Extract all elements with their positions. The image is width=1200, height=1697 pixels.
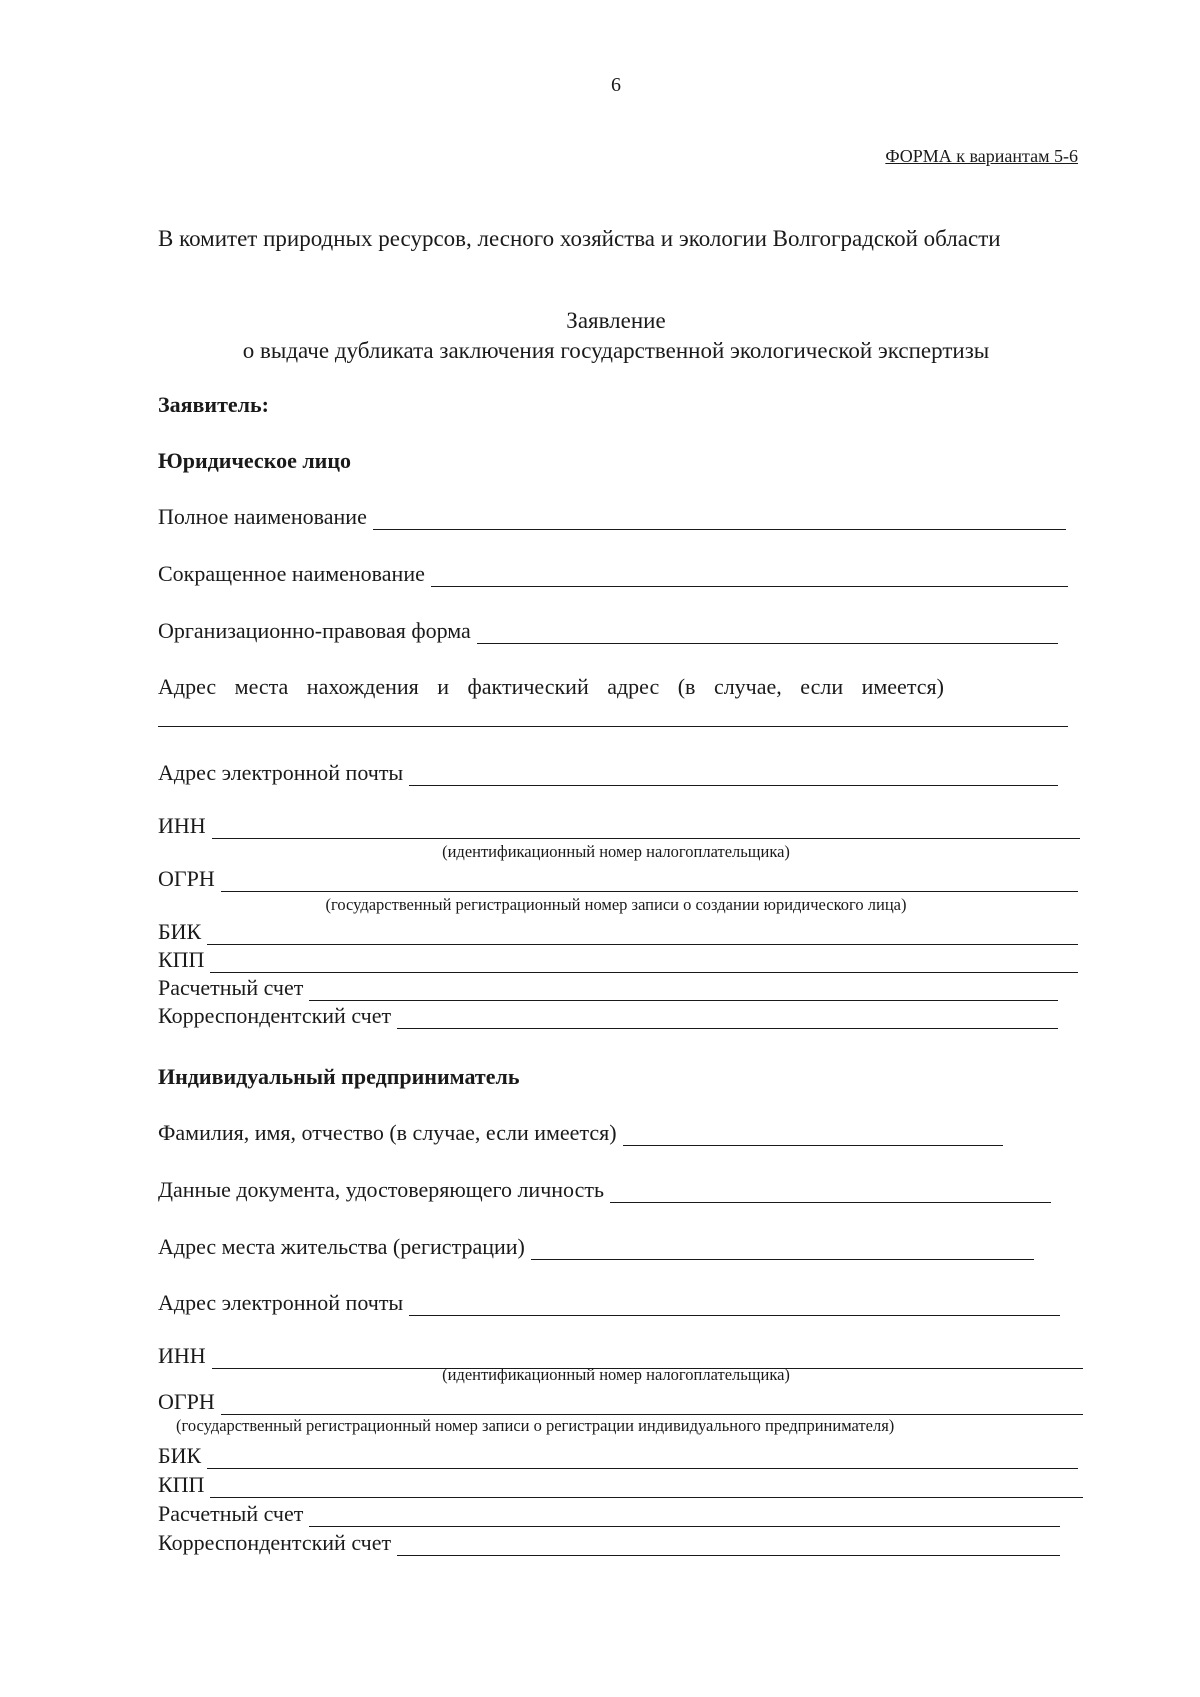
legal-account-field[interactable] xyxy=(158,975,1058,1001)
individual-ogrn-note: (государственный регистрационный номер записи о регистрации индивидуального предпринимателя) xyxy=(176,1416,895,1435)
field-label: Адрес электронной почты xyxy=(158,1290,404,1315)
field-label: Организационно-правовая форма xyxy=(158,618,471,643)
fill-line[interactable] xyxy=(210,952,1078,973)
fill-line[interactable] xyxy=(409,1295,1060,1316)
legal-ogrn-field[interactable] xyxy=(158,866,1078,892)
field-label: ОГРН xyxy=(158,866,215,891)
field-label: Адрес места жительства (регистрации) xyxy=(158,1234,525,1259)
fill-line[interactable] xyxy=(397,1535,1060,1556)
field-label: ОГРН xyxy=(158,1389,215,1414)
page-number: 6 xyxy=(611,74,621,96)
individual-email-field[interactable] xyxy=(158,1290,1060,1316)
field-label: ИНН xyxy=(158,1343,206,1368)
fill-line[interactable] xyxy=(373,509,1066,530)
legal-inn-field[interactable] xyxy=(158,813,1080,839)
individual-account-field[interactable] xyxy=(158,1501,1060,1527)
field-label: Расчетный счет xyxy=(158,975,304,1000)
form-label: ФОРМА к вариантам 5-6 xyxy=(885,146,1078,166)
legal-kpp-field[interactable] xyxy=(158,947,1078,973)
field-label: Адрес электронной почты xyxy=(158,760,404,785)
document-subtitle: о выдаче дубликата заключения государственной экологической экспертизы xyxy=(242,338,990,363)
individual-heading: Индивидуальный предприниматель xyxy=(158,1064,520,1089)
fill-line[interactable] xyxy=(207,1448,1078,1469)
legal-email-field[interactable] xyxy=(158,760,1058,786)
individual-ogrn-field[interactable] xyxy=(158,1389,1083,1415)
field-label: БИК xyxy=(158,1443,202,1468)
legal-corr-account-field[interactable] xyxy=(158,1003,1058,1029)
field-label: КПП xyxy=(158,947,205,972)
field-label: Корреспондентский счет xyxy=(158,1003,392,1028)
document-title: Заявление xyxy=(566,308,666,333)
fill-line[interactable] xyxy=(221,1394,1083,1415)
legal-short-name-field[interactable] xyxy=(158,561,1068,587)
fill-line[interactable] xyxy=(221,871,1078,892)
legal-org-form-field[interactable] xyxy=(158,618,1058,644)
legal-address-label: Адрес места нахождения и фактический адрес (в случае, если имеется) xyxy=(158,674,944,699)
legal-ogrn-note: (государственный регистрационный номер записи о создании юридического лица) xyxy=(325,895,907,914)
fill-line[interactable] xyxy=(210,1477,1083,1498)
legal-address-line[interactable] xyxy=(158,724,1068,727)
individual-corr-account-field[interactable] xyxy=(158,1530,1060,1556)
field-label: Расчетный счет xyxy=(158,1501,304,1526)
legal-entity-heading: Юридическое лицо xyxy=(158,448,352,473)
addressee: В комитет природных ресурсов, лесного хозяйства и экологии Волгоградской области xyxy=(158,226,1001,251)
individual-kpp-field[interactable] xyxy=(158,1472,1083,1498)
field-label: БИК xyxy=(158,919,202,944)
field-label: Сокращенное наименование xyxy=(158,561,425,586)
fill-line[interactable] xyxy=(477,623,1058,644)
legal-bik-field[interactable] xyxy=(158,919,1078,945)
individual-residence-field[interactable] xyxy=(158,1234,1034,1260)
field-label: Корреспондентский счет xyxy=(158,1530,392,1555)
individual-bik-field[interactable] xyxy=(158,1443,1078,1469)
applicant-heading: Заявитель: xyxy=(158,392,269,417)
field-label: Фамилия, имя, отчество (в случае, если имеется) xyxy=(158,1120,617,1145)
legal-inn-note: (идентификационный номер налогоплательщика) xyxy=(442,842,790,861)
field-label: ИНН xyxy=(158,813,206,838)
fill-line[interactable] xyxy=(623,1125,1003,1146)
fill-line[interactable] xyxy=(207,924,1078,945)
fill-line[interactable] xyxy=(531,1239,1034,1260)
field-label: КПП xyxy=(158,1472,205,1497)
fill-line[interactable] xyxy=(397,1008,1058,1029)
legal-full-name-field[interactable] xyxy=(158,504,1066,530)
individual-id-doc-field[interactable] xyxy=(158,1177,1051,1203)
fill-line[interactable] xyxy=(309,1506,1060,1527)
individual-inn-note: (идентификационный номер налогоплательщика) xyxy=(442,1365,790,1384)
field-label: Данные документа, удостоверяющего личность xyxy=(158,1177,605,1202)
individual-fio-field[interactable] xyxy=(158,1120,1003,1146)
fill-line[interactable] xyxy=(431,566,1068,587)
fill-line[interactable] xyxy=(610,1182,1051,1203)
field-label: Полное наименование xyxy=(158,504,367,529)
fill-line[interactable] xyxy=(309,980,1058,1001)
fill-line[interactable] xyxy=(212,818,1080,839)
fill-line[interactable] xyxy=(409,765,1058,786)
